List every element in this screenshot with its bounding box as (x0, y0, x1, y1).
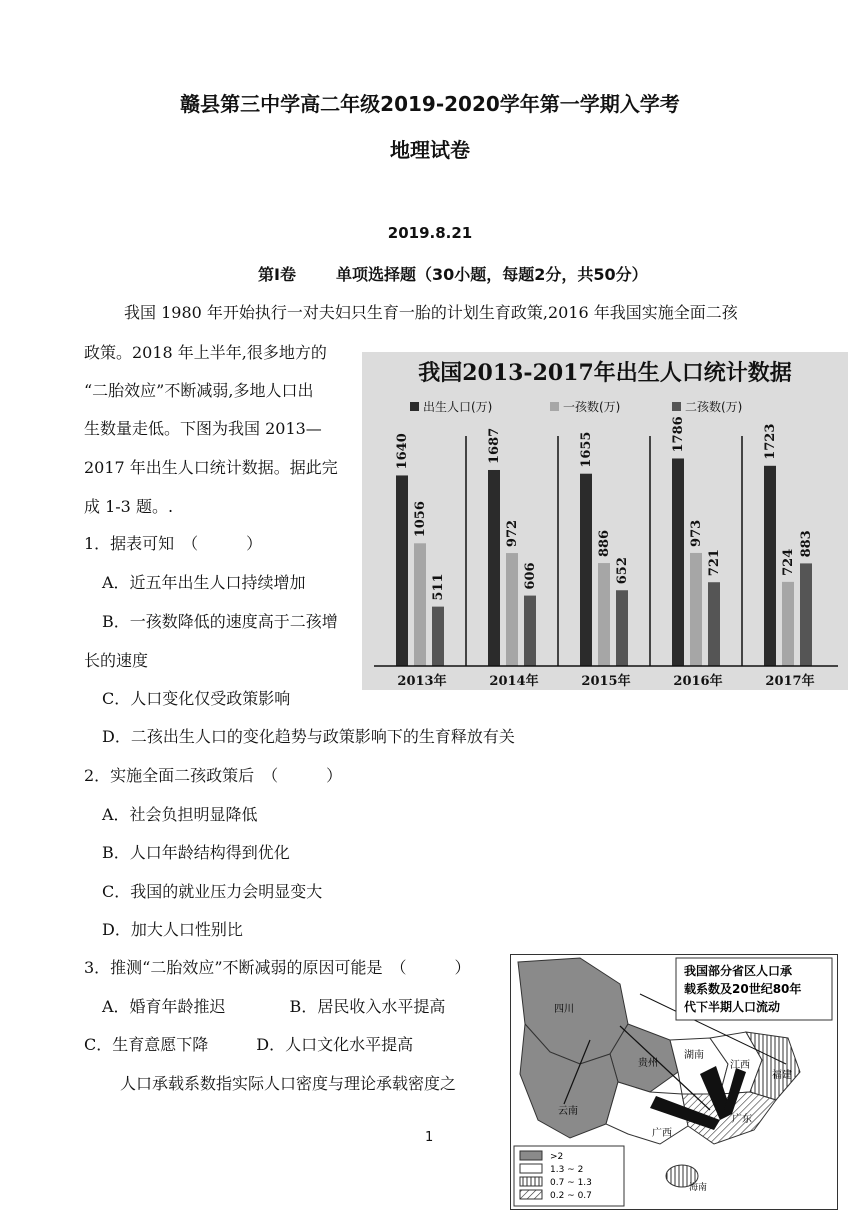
map-title-line-1: 我国部分省区人口承 (684, 964, 793, 978)
outro-text: 人口承载系数指实际人口密度与理论承载密度之 (120, 1074, 457, 1093)
section-label: 第Ⅰ卷 (258, 265, 296, 284)
intro-line-3: “二胎效应”不断减弱,多地人口出 (84, 381, 314, 400)
chart-title: 我国2013-2017年出生人口统计数据 (418, 360, 792, 386)
legend-label-3: 二孩数(万) (685, 400, 743, 414)
map-title-line-3: 代下半期人口流动 (684, 1000, 781, 1014)
bar-2016年-s2 (690, 553, 702, 666)
bar-value-label: 973 (689, 519, 704, 547)
chart-legend (410, 399, 742, 414)
q2-option-d: D．加大人口性别比 (102, 920, 243, 939)
bar-value-label: 721 (707, 549, 722, 577)
bar-value-label: 1640 (395, 433, 410, 470)
bar-value-label: 724 (781, 548, 796, 576)
bar-value-label: 1687 (487, 427, 502, 464)
legend-label-4: 0.2 ~ 0.7 (550, 1191, 592, 1201)
category-label: 2014年 (489, 674, 539, 689)
legend-label-1: >2 (550, 1152, 564, 1162)
bar-value-label: 652 (615, 557, 630, 585)
section-name: 单项选择题（30小题，每题2分，共50分） (336, 265, 648, 284)
bar-2014年-s2 (506, 553, 518, 666)
document-title: 赣县第三中学高二年级2019-2020学年第一学期入学考 (180, 92, 680, 116)
bar-value-label: 606 (523, 562, 538, 590)
q1-option-c: C．人口变化仅受政策影响 (102, 689, 291, 708)
page-number: 1 (425, 1130, 434, 1145)
bar-2013年-s3 (432, 607, 444, 666)
legend-label-2: 1.3 ~ 2 (550, 1165, 584, 1175)
legend-label-3: 0.7 ~ 1.3 (550, 1178, 592, 1188)
q2-option-b: B．人口年龄结构得到优化 (102, 843, 290, 862)
q1-option-d: D．二孩出生人口的变化趋势与政策影响下的生育释放有关 (102, 727, 515, 746)
bar-2013年-s2 (414, 543, 426, 666)
legend-label-1: 出生人口(万) (423, 400, 493, 414)
birth-chart (362, 352, 848, 690)
label-yunnan: 云南 (558, 1106, 578, 1117)
intro-line-5: 2017 年出生人口统计数据。据此完 (84, 458, 338, 477)
category-label: 2015年 (581, 674, 631, 689)
bar-value-label: 886 (597, 529, 612, 558)
category-label: 2016年 (673, 674, 723, 689)
bar-2017年-s3 (800, 563, 812, 666)
bar-value-label: 972 (505, 519, 520, 548)
bar-2014年-s3 (524, 596, 536, 666)
label-guangdong: 广东 (732, 1114, 752, 1125)
legend-swatch-2 (550, 402, 559, 411)
legend-swatch-3 (672, 402, 681, 411)
label-guizhou: 贵州 (638, 1058, 658, 1069)
bar-2014年-s1 (488, 470, 500, 666)
label-fujian: 福建 (772, 1070, 792, 1081)
chart-bars (395, 416, 815, 689)
bar-2015年-s2 (598, 563, 610, 666)
q1-stem: 1．据表可知 （ ） (84, 534, 263, 553)
intro-line-4: 生数量走低。下图为我国 2013— (84, 419, 322, 438)
legend-swatch-1 (410, 402, 419, 411)
label-sichuan: 四川 (554, 1004, 574, 1015)
population-map (510, 954, 838, 1210)
q2-stem: 2．实施全面二孩政策后 （ ） (84, 766, 343, 785)
bar-value-label: 1056 (413, 501, 428, 538)
exam-date: 2019.8.21 (387, 224, 473, 242)
document-subtitle: 地理试卷 (390, 138, 470, 162)
q1-option-a: A．近五年出生人口持续增加 (102, 573, 306, 592)
label-jiangxi: 江西 (730, 1060, 750, 1071)
bar-2015年-s3 (616, 590, 628, 666)
bar-value-label: 511 (431, 573, 446, 601)
q3-options-cd: C．生育意愿下降 D．人口文化水平提高 (84, 1035, 414, 1054)
bar-2013年-s1 (396, 475, 408, 666)
label-hainan: 海南 (688, 1183, 708, 1193)
q2-option-a: A．社会负担明显降低 (102, 805, 258, 824)
q2-option-c: C．我国的就业压力会明显变大 (102, 882, 323, 901)
bar-2016年-s3 (708, 582, 720, 666)
label-guangxi: 广西 (652, 1128, 672, 1139)
q1-option-b-cont: 长的速度 (84, 651, 149, 670)
bar-2017年-s2 (782, 582, 794, 666)
q3-options-ab: A．婚育年龄推迟 B．居民收入水平提高 (102, 997, 446, 1016)
bar-value-label: 1786 (671, 416, 686, 453)
legend-label-2: 一孩数(万) (563, 400, 621, 414)
bar-value-label: 1723 (763, 423, 778, 460)
bar-value-label: 1655 (579, 431, 594, 468)
map-title-line-2: 载系数及20世纪80年 (684, 982, 802, 996)
category-label: 2017年 (765, 674, 815, 689)
q1-option-b: B．一孩数降低的速度高于二孩增 (102, 612, 338, 631)
bar-2016年-s1 (672, 458, 684, 666)
label-hunan: 湖南 (684, 1050, 704, 1061)
bar-value-label: 883 (799, 530, 814, 558)
intro-line-1: 我国 1980 年开始执行一对夫妇只生育一胎的计划生育政策,2016 年我国实施全面二孩 (124, 303, 738, 322)
bar-2017年-s1 (764, 466, 776, 666)
bar-2015年-s1 (580, 474, 592, 666)
category-label: 2013年 (397, 674, 447, 689)
intro-line-6: 成 1-3 题。. (84, 497, 174, 516)
q3-stem: 3．推测“二胎效应”不断减弱的原因可能是 （ ） (84, 958, 471, 977)
intro-line-2: 政策。2018 年上半年,很多地方的 (84, 343, 327, 362)
